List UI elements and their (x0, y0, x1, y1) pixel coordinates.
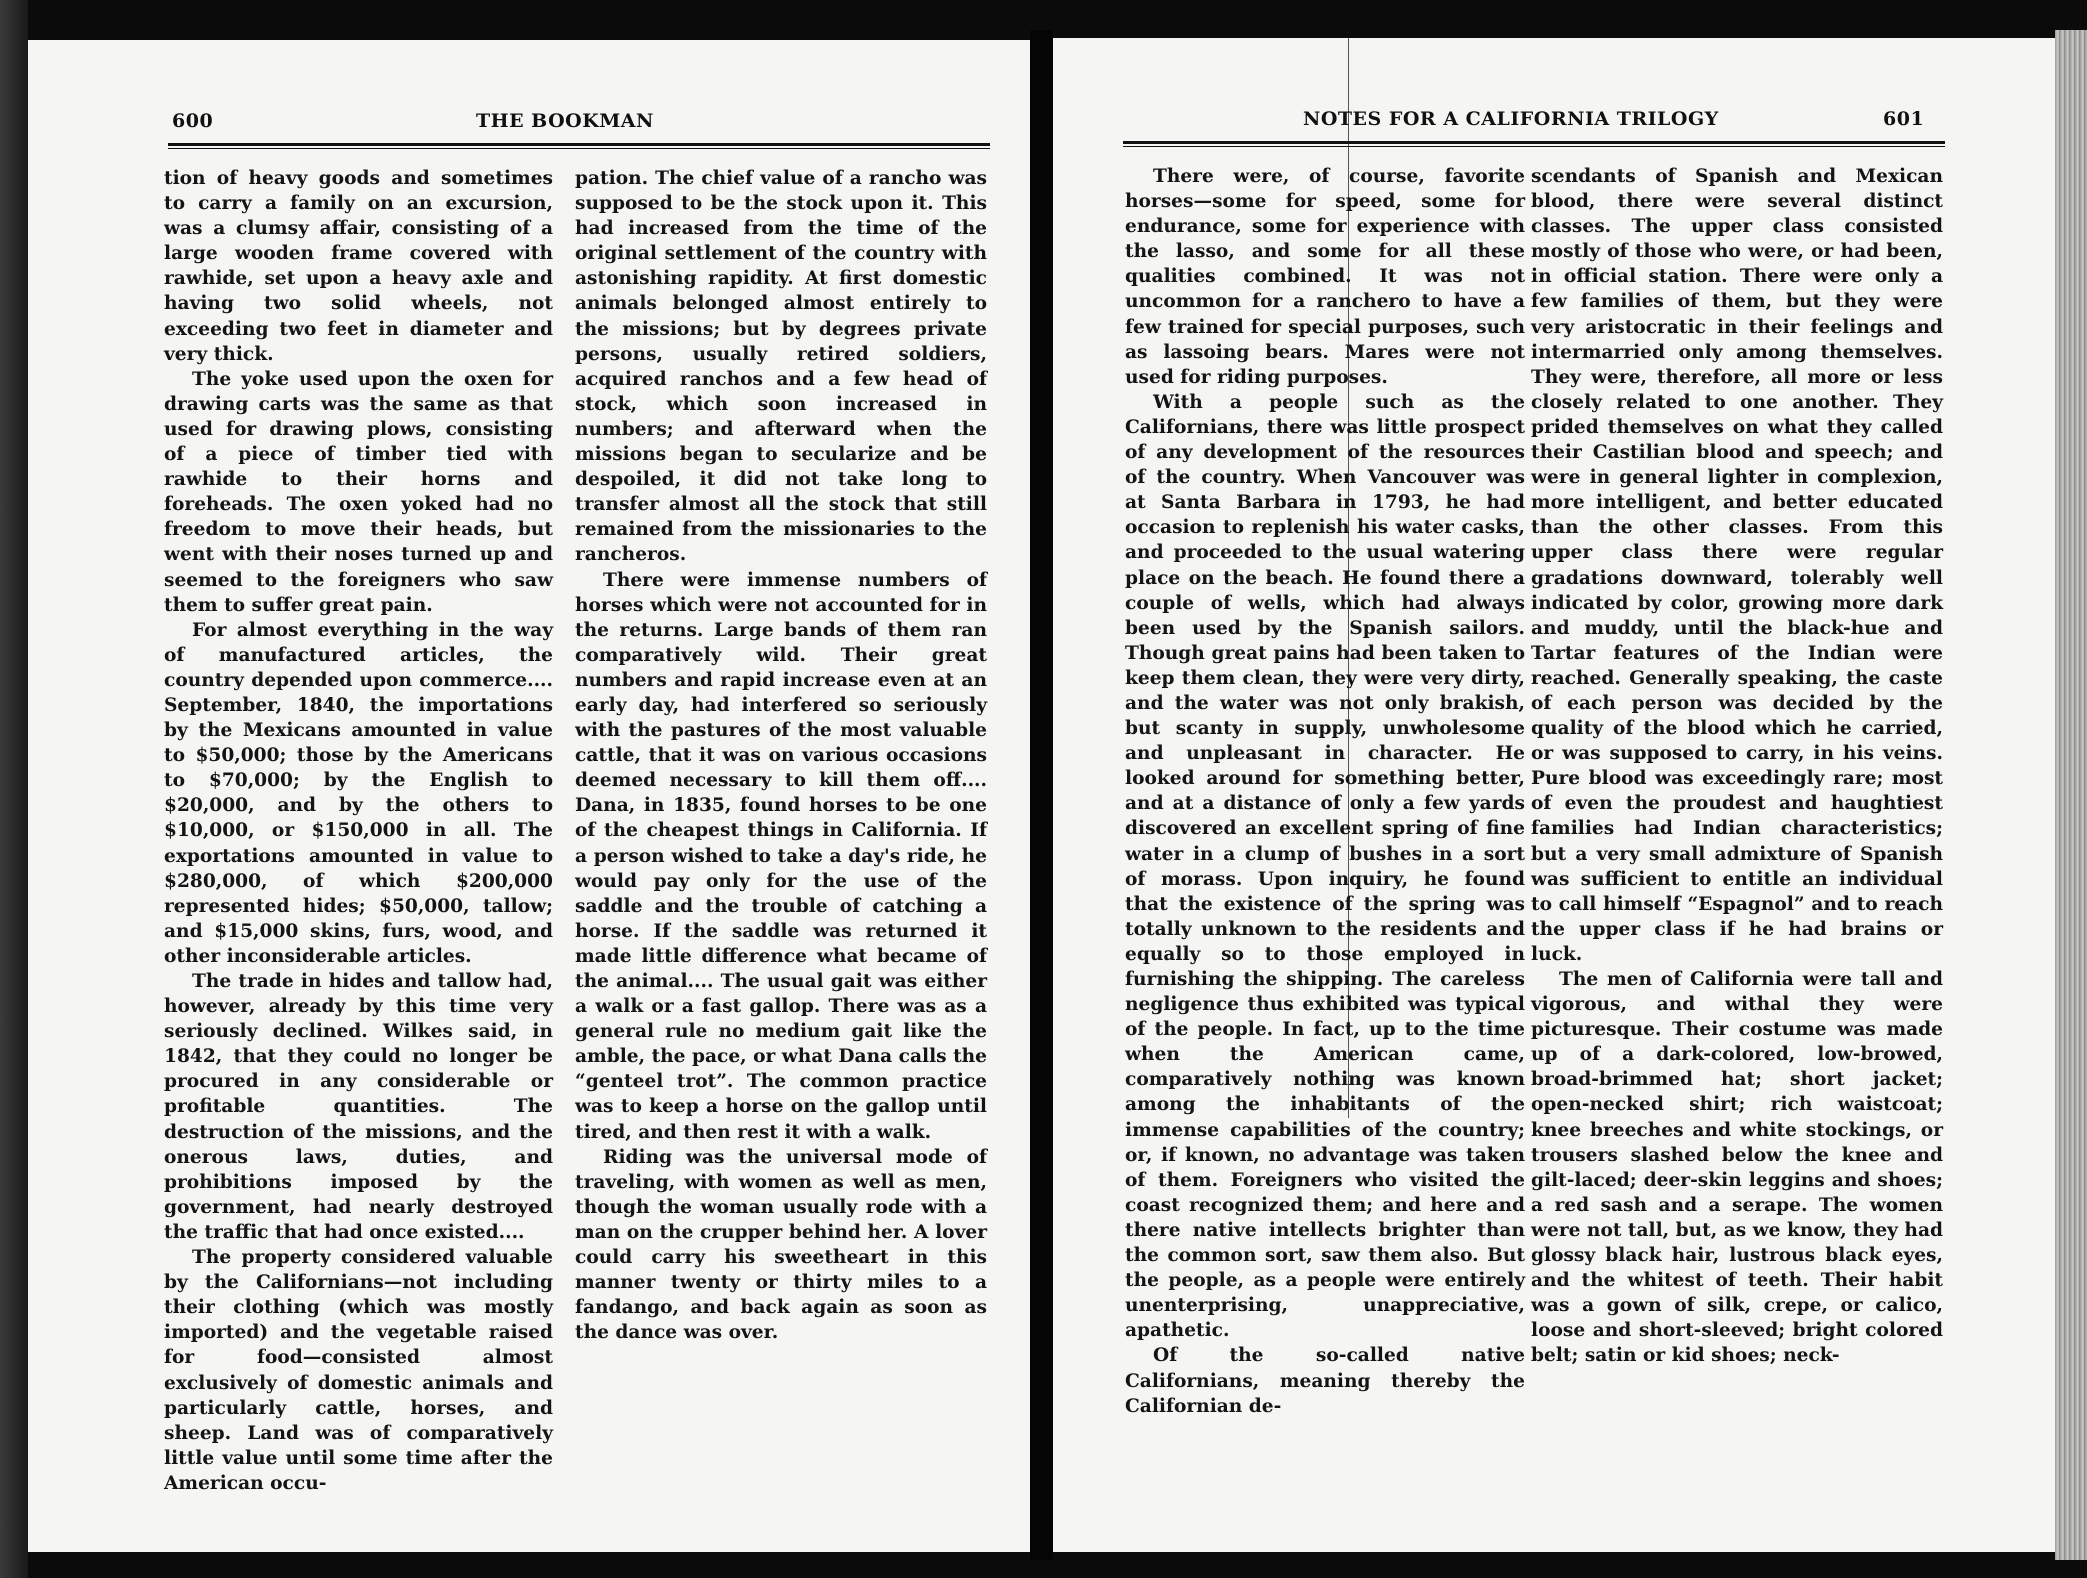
paragraph: Riding was the universal mode of traveling, with women as well as men, though the woman usually rode with a man on the crupper behind her. A lover could carry his sweetheart in this manner twenty or thirty miles to a fandango, and back again as soon as the dance was over. (575, 1146, 987, 1344)
book-edge-right (2055, 30, 2087, 1560)
paragraph: The trade in hides and tallow had, however, already by this time very seriously declined. Wilkes said, in 1842, that they could no longer be procured in any considerable or profitable quantities. The destruction of the missions, and the onerous laws, duties, and prohibitions imposed by the government, had nearly destroyed the traffic that had once existed.... (164, 971, 553, 1243)
paragraph: For almost everything in the way of manufactured articles, the country depended upon commerce.... September, 1840, the importations by the Mexicans amounted in value to $50,000; those by the Americans to $70,000; by the English to $20,000, and by the others to $10,000, or $150,000 in all. The exportations amounted in value to $280,000, of which $200,000 represented hides; $50,000, tallow; and $15,000 skins, furs, wood, and other inconsiderable articles. (164, 619, 553, 967)
right-column-2 (1531, 164, 1943, 1369)
paragraph: With a people such as the Californians, there was little prospect of any development of the resources of the country. When Vancouver was at Santa Barbara in 1793, he had occasion to replenish his water casks, and proceeded to the usual watering place on the beach. He found there a couple of wells, which had always been used by the Spanish sailors. Though great pains had been taken to keep them clean, they were very dirty, and the water was not only brakish, but scanty in supply, unwholesome and unpleasant in character. He looked around for something better, and at a distance of only a few yards discovered an excellent spring of fine water in a clump of bushes in a sort of morass. Upon inquiry, he found that the existence of the spring was totally unknown to the residents and equally so to those employed in furnishing the shipping. The careless negligence thus exhibited was typical of the people. In fact, up to the time when the American came, comparatively nothing was known among the inhabitants of the immense capabilities of the country; or, if known, no advantage was taken of them. Foreigners who visited the coast recognized them; and here and there native intellects brighter than the common sort, saw them also. But the people, as a people were entirely unenterprising, unappreciative, apathetic. (1125, 391, 1525, 1342)
right-page-number: 601 (1883, 108, 1925, 130)
left-page-number: 600 (172, 110, 214, 132)
left-header-rule (168, 143, 990, 149)
paragraph: scendants of Spanish and Mexican blood, there were several distinct classes. The upper class consisted mostly of those who were, or had been, in official station. There were only a few families of them, but they were very aristocratic in their feelings and intermarried only among themselves. They were, therefore, all more or less closely related to one another. They prided themselves on what they called their Castilian blood and speech; and were in general lighter in complexion, more intelligent, and better educated than the other classes. From this upper class there were regular gradations downward, tolerably well indicated by color, growing more dark and muddy, until the black-hue and Tartar features of the Indian were reached. Generally speaking, the caste of each person was decided by the quality of the blood which he carried, or was supposed to carry, in his veins. Pure blood was exceedingly rare; most of even the proudest and haughtiest families had Indian characteristics; but a very small admixture of Spanish was sufficient to entitle an individual to call himself “Espagnol” and to reach the upper class if he had brains or luck. (1531, 166, 1943, 965)
left-running-head: THE BOOKMAN (476, 110, 654, 132)
left-page (28, 40, 1030, 1552)
paragraph: The yoke used upon the oxen for drawing carts was the same as that used for drawing plows, consisting of a piece of timber tied with rawhide to their horns and foreheads. The oxen yoked had no freedom to move their heads, but went with their noses turned up and seemed to the foreigners who saw them to suffer great pain. (164, 368, 553, 616)
paragraph: There were, of course, favorite horses—some for speed, some for endurance, some for experience with the lasso, and some for all these qualities combined. It was not uncommon for a ranchero to have a few trained for special purposes, such as lassoing bears. Mares were not used for riding purposes. (1125, 166, 1525, 388)
right-column-1 (1125, 164, 1525, 1419)
paragraph: The men of California were tall and vigorous, and withal they were picturesque. Their costume was made up of a dark-colored, low-browed, broad-brimmed hat; short jacket; open-necked shirt; rich waistcoat; knee breeches and white stockings, or trousers slashed below the knee and gilt-laced; deer-skin leggins and shoes; a red sash and a serape. The women were not tall, but, as we know, they had glossy black hair, lustrous black eyes, and the whitest of teeth. Their habit was a gown of silk, crepe, or calico, loose and short-sleeved; bright colored belt; satin or kid shoes; neck- (1531, 969, 1944, 1367)
paragraph: There were immense numbers of horses which were not accounted for in the returns. Large bands of them ran comparatively wild. Their great numbers and rapid increase even at an early day, had interfered so seriously with the pastures of the most valuable cattle, that it was on various occasions deemed necessary to kill them off.... Dana, in 1835, found horses to be one of the cheapest things in California. If a person wished to take a day's ride, he would pay only for the use of the saddle and the trouble of catching a horse. If the saddle was returned it made little difference what became of the animal.... The usual gait was either a walk or a fast gallop. There was as a general rule no medium gait like the amble, the pace, or what Dana calls the “genteel trot”. The common practice was to keep a horse on the gallop until tired, and then rest it with a walk. (575, 569, 988, 1143)
left-column-1 (164, 166, 553, 1496)
book-gutter (1030, 30, 1053, 1560)
right-page (1053, 38, 2055, 1552)
right-running-head: NOTES FOR A CALIFORNIA TRILOGY (1303, 108, 1719, 130)
book-edge-left (0, 0, 28, 1578)
paragraph: tion of heavy goods and sometimes to carry a family on an excursion, was a clumsy affair, consisting of a large wooden frame covered with rawhide, set upon a heavy axle and having two solid wheels, not exceeding two feet in diameter and very thick. (164, 168, 553, 365)
paragraph: The property considered valuable by the Californians—not including their clothing (which was mostly imported) and the vegetable raised for food—consisted almost exclusively of domestic animals and particularly cattle, horses, and sheep. Land was of comparatively little value until some time after the American occu- (164, 1247, 553, 1494)
left-column-2 (575, 166, 987, 1345)
right-header-rule (1123, 141, 1945, 147)
paragraph: Of the so-called native Californians, meaning thereby the Californian de- (1125, 1345, 1525, 1417)
paragraph: pation. The chief value of a rancho was supposed to be the stock upon it. This had increased from the time of the original settlement of the country with astonishing rapidity. At first domestic animals belonged almost entirely to the missions; but by degrees private persons, usually retired soldiers, acquired ranchos and a few head of stock, which soon increased in numbers; and afterward when the missions began to secularize and be despoiled, it did not take long to transfer almost all the stock that still remained from the missionaries to the rancheros. (575, 168, 987, 566)
